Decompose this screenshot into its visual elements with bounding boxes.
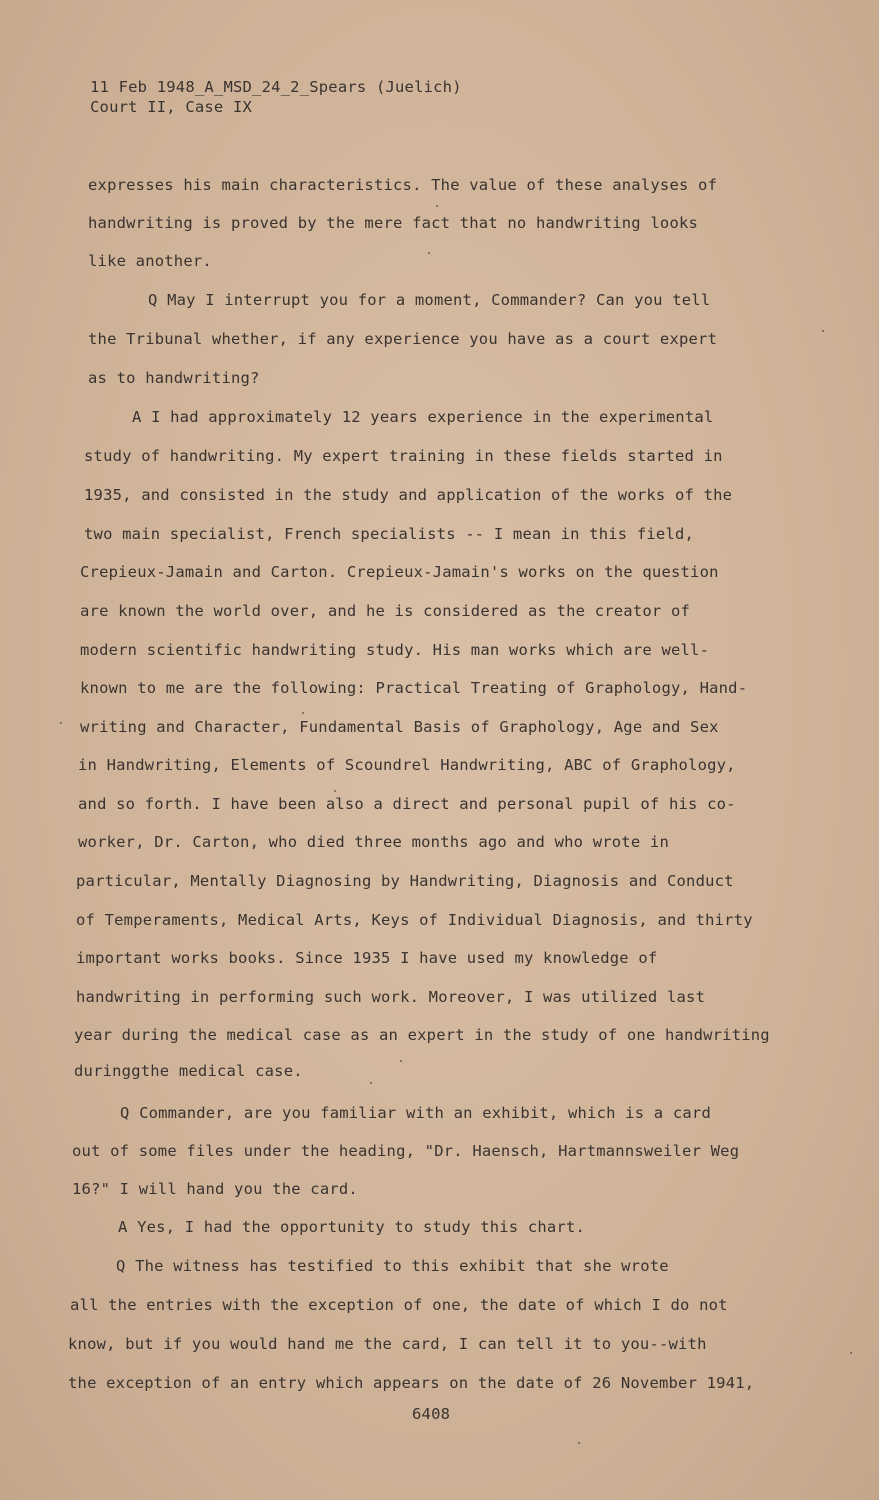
body-line: in Handwriting, Elements of Scoundrel Handwriting, ABC of Graphology, [78, 756, 736, 774]
body-line: 1935, and consisted in the study and application of the works of the [84, 486, 733, 504]
page-number: 6408 [412, 1405, 451, 1423]
body-line: expresses his main characteristics. The value of these analyses of [88, 176, 718, 194]
body-line: study of handwriting. My expert training in these fields started in [84, 447, 723, 465]
paper-speck [370, 1082, 372, 1084]
body-line: handwriting in performing such work. Moreover, I was utilized last [76, 988, 706, 1006]
body-line: the exception of an entry which appears on the date of 26 November 1941, [68, 1374, 755, 1392]
question-line: Q The witness has testified to this exhibit that she wrote [116, 1257, 669, 1275]
body-line: like another. [88, 252, 212, 270]
body-line: two main specialist, French specialists -- I mean in this field, [84, 525, 695, 543]
body-line: and so forth. I have been also a direct and personal pupil of his co- [78, 795, 736, 813]
body-line: particular, Mentally Diagnosing by Handwriting, Diagnosis and Conduct [76, 872, 734, 890]
paper-speck [302, 712, 304, 714]
answer-line: A I had approximately 12 years experience in the experimental [132, 408, 714, 426]
body-line: Crepieux-Jamain and Carton. Crepieux-Jamain's works on the question [80, 563, 719, 581]
answer-line: A Yes, I had the opportunity to study this chart. [118, 1218, 586, 1236]
question-line: Q Commander, are you familiar with an exhibit, which is a card [120, 1104, 711, 1122]
body-line: important works books. Since 1935 I have used my knowledge of [76, 949, 658, 967]
question-line: Q May I interrupt you for a moment, Commander? Can you tell [148, 291, 711, 309]
body-line: all the entries with the exception of one, the date of which I do not [70, 1296, 728, 1314]
body-line: of Temperaments, Medical Arts, Keys of Individual Diagnosis, and thirty [76, 911, 753, 929]
body-line: writing and Character, Fundamental Basis of Graphology, Age and Sex [80, 718, 719, 736]
body-line: handwriting is proved by the mere fact that no handwriting looks [88, 214, 699, 232]
body-line: 16?" I will hand you the card. [72, 1180, 358, 1198]
body-line: are known the world over, and he is considered as the creator of [80, 602, 691, 620]
paper-speck [436, 205, 438, 207]
paper-speck [400, 1060, 402, 1062]
header-court: Court II, Case IX [90, 98, 253, 116]
paper-speck [822, 330, 824, 332]
paper-speck [60, 722, 62, 724]
paper-speck [428, 252, 430, 254]
body-line: modern scientific handwriting study. His man works which are well- [80, 641, 710, 659]
header-citation: 11 Feb 1948_A_MSD_24_2_Spears (Juelich) [90, 78, 462, 96]
paper-speck [850, 1352, 852, 1354]
body-line: worker, Dr. Carton, who died three months ago and who wrote in [78, 833, 669, 851]
body-line: year during the medical case as an expert in the study of one handwriting [74, 1026, 770, 1044]
body-line: out of some files under the heading, "Dr. Haensch, Hartmannsweiler Weg [72, 1142, 740, 1160]
body-line: as to handwriting? [88, 369, 260, 387]
body-line: the Tribunal whether, if any experience you have as a court expert [88, 330, 718, 348]
paper-speck [578, 1442, 580, 1444]
body-line: duringgthe medical case. [74, 1062, 303, 1080]
body-line: know, but if you would hand me the card, I can tell it to you--with [68, 1335, 707, 1353]
body-line: known to me are the following: Practical Treating of Graphology, Hand- [80, 679, 748, 697]
paper-speck [334, 790, 336, 792]
